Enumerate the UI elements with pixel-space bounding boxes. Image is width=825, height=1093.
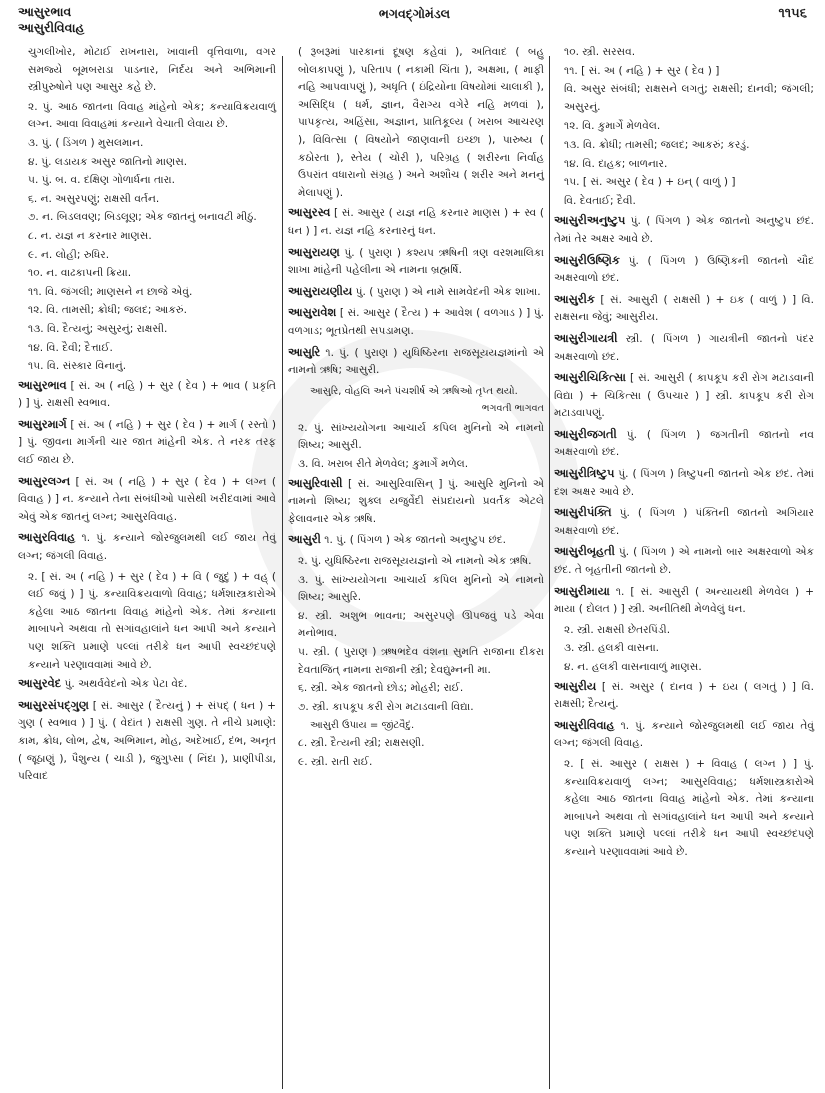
entry-asuriushnik — [554, 252, 814, 288]
sense: ૯. ન. લોહી; રુધિર. — [28, 248, 110, 261]
headword: આસુરસ્વ — [288, 205, 331, 220]
sense: ૭. સ્ત્રી. કાપકૂપ કરી રોગ મટાડવાની વિદ્યા. — [298, 700, 474, 713]
entry-asuriya — [554, 678, 814, 714]
entry-asurmarg — [18, 416, 276, 470]
definition: પું. ( પિંગળ ) એક જાતનો અનુષ્ટુપ છંદ. તેમાં તેર અક્ષર આવે છે. — [554, 215, 814, 245]
entry-asurigayatri — [554, 330, 814, 366]
headword: આસુરિ — [288, 344, 321, 359]
definition: ૧. [ સં. આસુરી ( અન્યાયથી મેળવેલ ) + માયા ( દોલત ) ] સ્ત્રી. અનીતિથી મેળવેલું ધન. — [554, 585, 814, 616]
headword: આસુરાવેશ — [288, 305, 337, 320]
definition: [ સં. અ ( નહિ ) + સુર ( દેવ ) + લગ્ન ( વિવાહ ) ] ન. કન્યાને તેના સંબંધીઓ પાસેથી ખરીદવામાં આવે એવું એક જાતનું લગ્ન; આસુરવિવાહ. — [18, 475, 276, 523]
entry-asurlagna — [18, 473, 276, 527]
definition: [ સં. અ ( નહિ ) + સુર ( દેવ ) + ભાવ ( પ્રકૃતિ ) ] પું. રાક્ષસી સ્વભાવ. — [18, 379, 276, 410]
sense: ૪. સ્ત્રી. અશુભ ભાવના; અસુરપણે ઊપજવું પડે એવા મનોભાવ. — [298, 609, 544, 640]
sense: ૨. સ્ત્રી. રાક્ષસી છેતરપિંડી. — [564, 623, 671, 636]
sense-continued: વિ. અસુર સંબંધી; રાક્ષસને લગતું; રાક્ષસી; દાનવી; જંગલી; અસુરનું. — [564, 83, 814, 113]
definition: [ સં. આસુર ( દૈત્ય ) + આવેશ ( વળગાડ ) ] પું. વળગાડ; ભૂતપ્રેતથી સપડામણ. — [288, 307, 544, 337]
sense: ૧૨. વિ. કુમાર્ગે મેળવેલ. — [564, 120, 661, 133]
entry-asurianushtup — [554, 212, 814, 248]
entry-asurayan — [288, 244, 544, 280]
definition: [ સં. આસુરી ( રાક્ષસી ) + ઇક ( વાળું ) ] વિ. રાક્ષસના જેવું; આસુરીય. — [554, 293, 814, 324]
entry-asuritrishtup — [554, 465, 814, 501]
entry-asurbhav — [18, 377, 276, 413]
sense: ૧૧. [ સં. અ ( નહિ ) + સુર ( દેવ ) ] — [564, 64, 720, 77]
sense: ૫. પું. બ. વ. દક્ષિણ ગોળાર્ધના તારા. — [28, 174, 176, 187]
headword: આસુરીમાયા — [554, 583, 610, 598]
definition: ૧. પું. કન્યાને જોરજુલમથી લઈ જાય તેવું લગ્ન; જંગલી વિવાહ. — [554, 719, 814, 750]
sense: ૩. વિ. ખરાબ રીતે મેળવેલ; કુમાર્ગે મળેલ. — [298, 458, 469, 471]
sense: ૨. પું. આઠ જાતના વિવાહ માંહેનો એક; કન્યાવિક્રયવાળું લગ્ન. આવા વિવાહમાં કન્યાને વેચાતી લેવાય છે. — [28, 100, 276, 131]
headword: આસુરસંપદ્ગુણ — [18, 697, 89, 712]
headword: આસુરીપંક્તિ — [554, 505, 612, 520]
sense: ૧૦. ન. વાઢકાપની ક્રિયા. — [28, 267, 132, 280]
column-divider — [549, 56, 550, 1089]
headword: આસુરમાર્ગ — [18, 416, 67, 431]
entry-asursva — [288, 204, 544, 240]
sense: ૯. સ્ત્રી. રાતી રાઈ. — [298, 755, 373, 768]
definition: પું. અથર્વવેદનો એક પેટા વેદ. — [64, 678, 188, 691]
definition: [ સં. આસુર ( યજ્ઞ નહિ કરનાર માણસ ) + સ્વ ( ધન ) ] ન. યજ્ઞ નહિ કરનારનું ધન. — [288, 207, 545, 237]
headword: આસુરીક — [554, 291, 595, 306]
last-headword: આસુરીવિવાહ — [18, 20, 85, 35]
headword: આસુરી — [288, 532, 321, 547]
sense: ૧૫. [ સં. અસુર ( દેવ ) + ઇન્ ( વાળું ) ] — [564, 176, 736, 189]
sense: ૨. [ સં. અ ( નહિ ) + સુર ( દેવ ) + વિ ( જુદું ) + વહ્ ( લઈ જવું ) ] પું. કન્યાવિક્રયવાળો વિવાહ; ધર્મશાસ્ત્રકારોએ કહેલા આઠ જાતના વિવાહ માંહેનો એક. તેમાં કન્યાના માબાપને અથવા તો સગાંવહાલાંને ધન આપી અને કન્યાને પણ શક્તિ પ્રમાણે પલ્લાં તરીકે ધન આપી સ્વચ્છંદપણે કન્યાને પરણાવવામાં આવે છે. — [28, 570, 276, 671]
definition: ૧. પું. ( પુરાણ ) યુધિષ્ઠિરના રાજસૂયયજ્ઞમાંનો એ નામનો ઋષિ; આસુરી. — [288, 346, 544, 377]
sense: ૧૨. વિ. તામસી; ક્રોધી; જલદ; આકરું. — [28, 304, 187, 317]
definition: [ સં. અસુર ( દાનવ ) + ઇય ( લગતું ) ] વિ. રાક્ષસી; દૈત્યનું. — [554, 680, 814, 711]
definition: [ સં. આસુરિવાસિન્ ] પું. આસુરિ મુનિનો એ નામનો શિષ્ય; શુક્લ યજુર્વેદી સંપ્રદાયનો પ્રવર્તક એટલે ફેલાવનાર એક ઋષિ. — [288, 477, 544, 525]
first-headword: આસુરભાવ — [18, 4, 72, 19]
sense: ૧૫. વિ. સંસ્કાર વિનાનું. — [28, 360, 127, 373]
definition: પું. ( પિંગળ ) એ નામનો બાર અક્ષરવાળો એક છંદ. તે બૃહતીની જાતનો છે. — [554, 546, 814, 577]
sense: ૧૩. વિ. દૈત્યનું; અસુરનું; રાક્ષસી. — [28, 322, 168, 335]
column-3 — [554, 44, 814, 1089]
definition: [ સં. આસુર ( દૈત્યનું ) + સંપદ્ ( ધન ) + ગુણ ( સ્વભાવ ) ] પું. ( વેદાંત ) રાક્ષસી ગુણ. તે નીચે પ્રમાણે: કામ, ક્રોધ, લોભ, દ્વેષ, અભિમાન, મોહ, અદેખાઈ, દંભ, અનૃત ( જૂઠાણું ), પૈશુન્ય ( ચાડી ), જુગુપ્સા ( નિંદા ), પ્રાણીપીડા, પરિવાદ — [18, 699, 276, 783]
headword: આસુરીબૃહતી — [554, 544, 615, 559]
definition: પું. ( પિંગળ ) જગતીની જાતનો નવ અક્ષરવાળો છંદ. — [554, 428, 814, 459]
sense: ૪. પું. લડાયક અસુર જાતિનો માણસ. — [28, 155, 188, 168]
sense: ૮. સ્ત્રી. દૈત્યની સ્ત્રી; રાક્ષસણી. — [298, 736, 425, 749]
headword: આસુરભાવ — [18, 377, 67, 392]
entry-asuravesh — [288, 304, 544, 340]
sense: ૭. ન. બિડલવણ; બિડલૂણ; એક જાતનું બનાવટી મીઠું. — [28, 211, 257, 224]
headword: આસુરીત્રિષ્ટુપ — [554, 466, 615, 481]
entry-asurik — [554, 291, 814, 327]
column-divider — [282, 56, 283, 1089]
sense: ૩. પું. ( ડિંગળ ) મુસલમાન. — [28, 136, 144, 149]
definition: પું. ( પુરાણ ) કશ્યપ ઋષિની ત્રણ વરશમાલિકા શાખા માંહેની પહેલીના એ નામના બ્રહ્મર્ષિ. — [288, 246, 544, 277]
sense: ૩. સ્ત્રી. હલકી વાસના. — [564, 642, 660, 655]
sense: ૨. પું. યુધિષ્ઠિરના રાજસૂયયજ્ઞનો એ નામનો એક ઋષિ. — [298, 555, 532, 568]
quotation: આસુરિ, વોહલિ અને પંચશીર્ષ એ ઋષિઓ તૃપ્ત થયો. — [310, 385, 518, 397]
sense: ૨. [ સં. આસુર ( રાક્ષસ ) + વિવાહ ( લગ્ન ) ] પું. કન્યાવિક્રયવાળું લગ્ન; આસુરવિવાહ; ધર્મશાસ્ત્રકારોએ કહેલા આઠ જાતના વિવાહ માંહેનો એક. તેમાં કન્યાના માબાપને અથવા તો સગાંવહાલાંને ધન આપી અને કન્યાને પણ શક્તિ પ્રમાણે પલ્લાં તરીકે ધન આપી સ્વચ્છંદપણે કન્યાને પરણાવવામાં આવે છે. — [564, 757, 814, 858]
sense: ૪. ન. હલકી વાસનાવાળું માણસ. — [564, 661, 702, 673]
entry-asursampadgun — [18, 697, 276, 786]
usage-note: આસુરી ઉપાય = જીંટવૈદું. — [310, 720, 415, 732]
entry-asurivasi — [288, 475, 544, 529]
headword: આસુરવિવાહ — [18, 530, 76, 545]
headword: આસુરવેદ — [18, 676, 62, 691]
entry-asurvivah — [18, 529, 276, 565]
columns — [18, 44, 813, 1089]
definition: પું. ( પુરાણ ) એ નામે સામવેદની એક શાખા. — [355, 285, 541, 298]
sense: ૧૩. વિ. ક્રોધી; તામસી; જલદ; આકરું; કરડું. — [564, 138, 750, 151]
column-1 — [18, 44, 276, 1089]
page-header — [18, 4, 811, 44]
headword: આસુરીય — [554, 678, 597, 693]
sense: ૧૦. સ્ત્રી. સરસવ. — [564, 46, 636, 58]
sense: ૩. પું. સાંખ્યયોગના આચાર્ય કપિલ મુનિનો એ નામનો શિષ્ય; આસુરિ. — [298, 573, 544, 604]
entry-asurayaniya — [288, 283, 544, 302]
dictionary-title: ભગવદ્ગોમંડલ — [378, 6, 451, 21]
column-2 — [288, 44, 544, 1089]
definition: સ્ત્રી. ( પિંગળ ) ગાયત્રીની જાતનો પંદર અક્ષરવાળો છંદ. — [554, 332, 814, 363]
sense: ૬. સ્ત્રી. એક જાતનો છોડ; મોહરી; રાઈ. — [298, 682, 464, 695]
definition: ૧. પું. ( પિંગળ ) એક જાતનો અનુષ્ટુપ છંદ. — [324, 534, 507, 547]
entry-asuri — [288, 344, 544, 380]
headword: આસુરીજગતી — [554, 426, 617, 441]
entry-asurichikitsa — [554, 369, 814, 423]
sense: ૬. ન. અસુરપણું; રાક્ષસી વર્તન. — [28, 192, 160, 205]
headword: આસુરાયણ — [288, 244, 340, 259]
headword: આસુરીચિકિત્સા — [554, 370, 626, 385]
sense-continued: વિ. દેવતાઈ; દૈવી. — [564, 194, 636, 207]
definition: [ સં. આસુરી ( કાપકૂપ કરી રોગ મટાડવાની વિદ્યા ) + ચિકિત્સા ( ઉપચાર ) ] સ્ત્રી. કાપકૂપ કરી રોગ મટાડવાપણું. — [554, 372, 814, 420]
headword: આસુરાયણીય — [288, 283, 353, 298]
definition: [ સં. અ ( નહિ ) + સુર ( દેવ ) + માર્ગ ( રસ્તો ) ] પું. જીવના માર્ગની ચાર જાત માંહેની એક. તે નરક તરફ લઈ જાય છે. — [18, 418, 277, 467]
continued-text: ( રૂબરૂમાં પારકાનાં દૂષણ કહેવાં ), અતિવાદ ( બહુ બોલકાપણું ), પરિતાપ ( નકામી ચિંતા ), અક્ષમા, ( માફી નહિ આપવાપણું ), અધૃતિ ( ઇંદ્રિયોના વિષયોમાં ચાલાકી ), અસિદ્ધિ ( ધર્મ, જ્ઞાન, વૈરાગ્ય વગેરે નહિ મળવાં ), પાપકૃત્ય, અહિંસા, અજ્ઞાન, પ્રાતિકૂલ્ય ( ખરાબ આચરણ ), વિવિત્સા ( વિષયોને જાણવાની ઇચ્છા ), પારુષ્ય ( કઠોરતા ), સ્તેય ( ચોરી ), પરિગ્રહ ( શરીરના નિર્વાહ ઉપરાંત વધારાનો સંગ્રહ ) અને અશૌચ ( શરીર અને મનનું મેલાપણું ). — [298, 46, 544, 199]
definition: ૧. પું. કન્યાને જોરજુલમથી લઈ જાય તેવું લગ્ન; જંગલી વિવાહ. — [18, 532, 276, 563]
page-number: ૧૧૫૬ — [778, 6, 807, 21]
entry-asuree — [288, 531, 544, 550]
headword: આસુરીગાયત્રી — [554, 330, 618, 345]
definition: પું. ( પિંગળ ) પંક્તિની જાતનો અગિયાર અક્ષરવાળો છંદ. — [554, 507, 814, 537]
continued-text: ચુગલીખોર, મોટાઈ રાખનારા, ખાવાની વૃત્તિવાળા, વગર સમજ્યે બૂમબરાડા પાડનાર, નિર્દય અને અભિમાની સ્ત્રીપુરુષોને પણ આસુર કહે છે. — [28, 46, 276, 94]
entry-asuribruhati — [554, 543, 814, 579]
definition: પું. ( પિંગળ ) ત્રિષ્ટુપની જાતનો એક છંદ. તેમાં દશ અક્ષર આવે છે. — [554, 468, 814, 498]
definition: પું. ( પિંગળ ) ઉષ્ણિકની જાતનો ચૌદ અક્ષરવાળો છંદ. — [554, 254, 814, 285]
sense: ૧૪. વિ. દાહક; બાળનાર. — [564, 157, 668, 170]
headword: આસુરીવિવાહ — [554, 717, 615, 732]
headword: આસુરલગ્ન — [18, 473, 71, 488]
entry-asurijagati — [554, 426, 814, 462]
entry-asuripankti — [554, 504, 814, 540]
sense: ૫. સ્ત્રી. ( પુરાણ ) ઋષભદેવ વંશના સુમતિ રાજાના દીકરા દેવતાજિત્ નામના રાજાની સ્ત્રી; દેવદ્યુમ્નની મા. — [298, 646, 544, 676]
sense: ૧૪. વિ. દૈવી; દૈત્તાઈ. — [28, 341, 113, 354]
headword: આસુરિવાસી — [288, 475, 343, 490]
entry-asurved — [18, 675, 276, 694]
entry-asurivivah — [554, 717, 814, 753]
quotation-source: ભગવતી ભાગવત — [481, 403, 544, 415]
headword: આસુરીઅનુષ્ટુપ — [554, 213, 626, 228]
sense: ૧૧. વિ. જંગલી; માણસને ન છાજે એવું. — [28, 285, 193, 298]
entry-asurimaya — [554, 583, 814, 619]
sense: ૮. ન. યજ્ઞ ન કરનાર માણસ. — [28, 229, 152, 242]
sense: ૨. પું. સાંખ્યયોગના આચાર્ય કપિલ મુનિનો એ નામનો શિષ્ય; આસુરી. — [298, 421, 544, 452]
headword: આસુરીઉષ્ણિક — [554, 252, 620, 267]
